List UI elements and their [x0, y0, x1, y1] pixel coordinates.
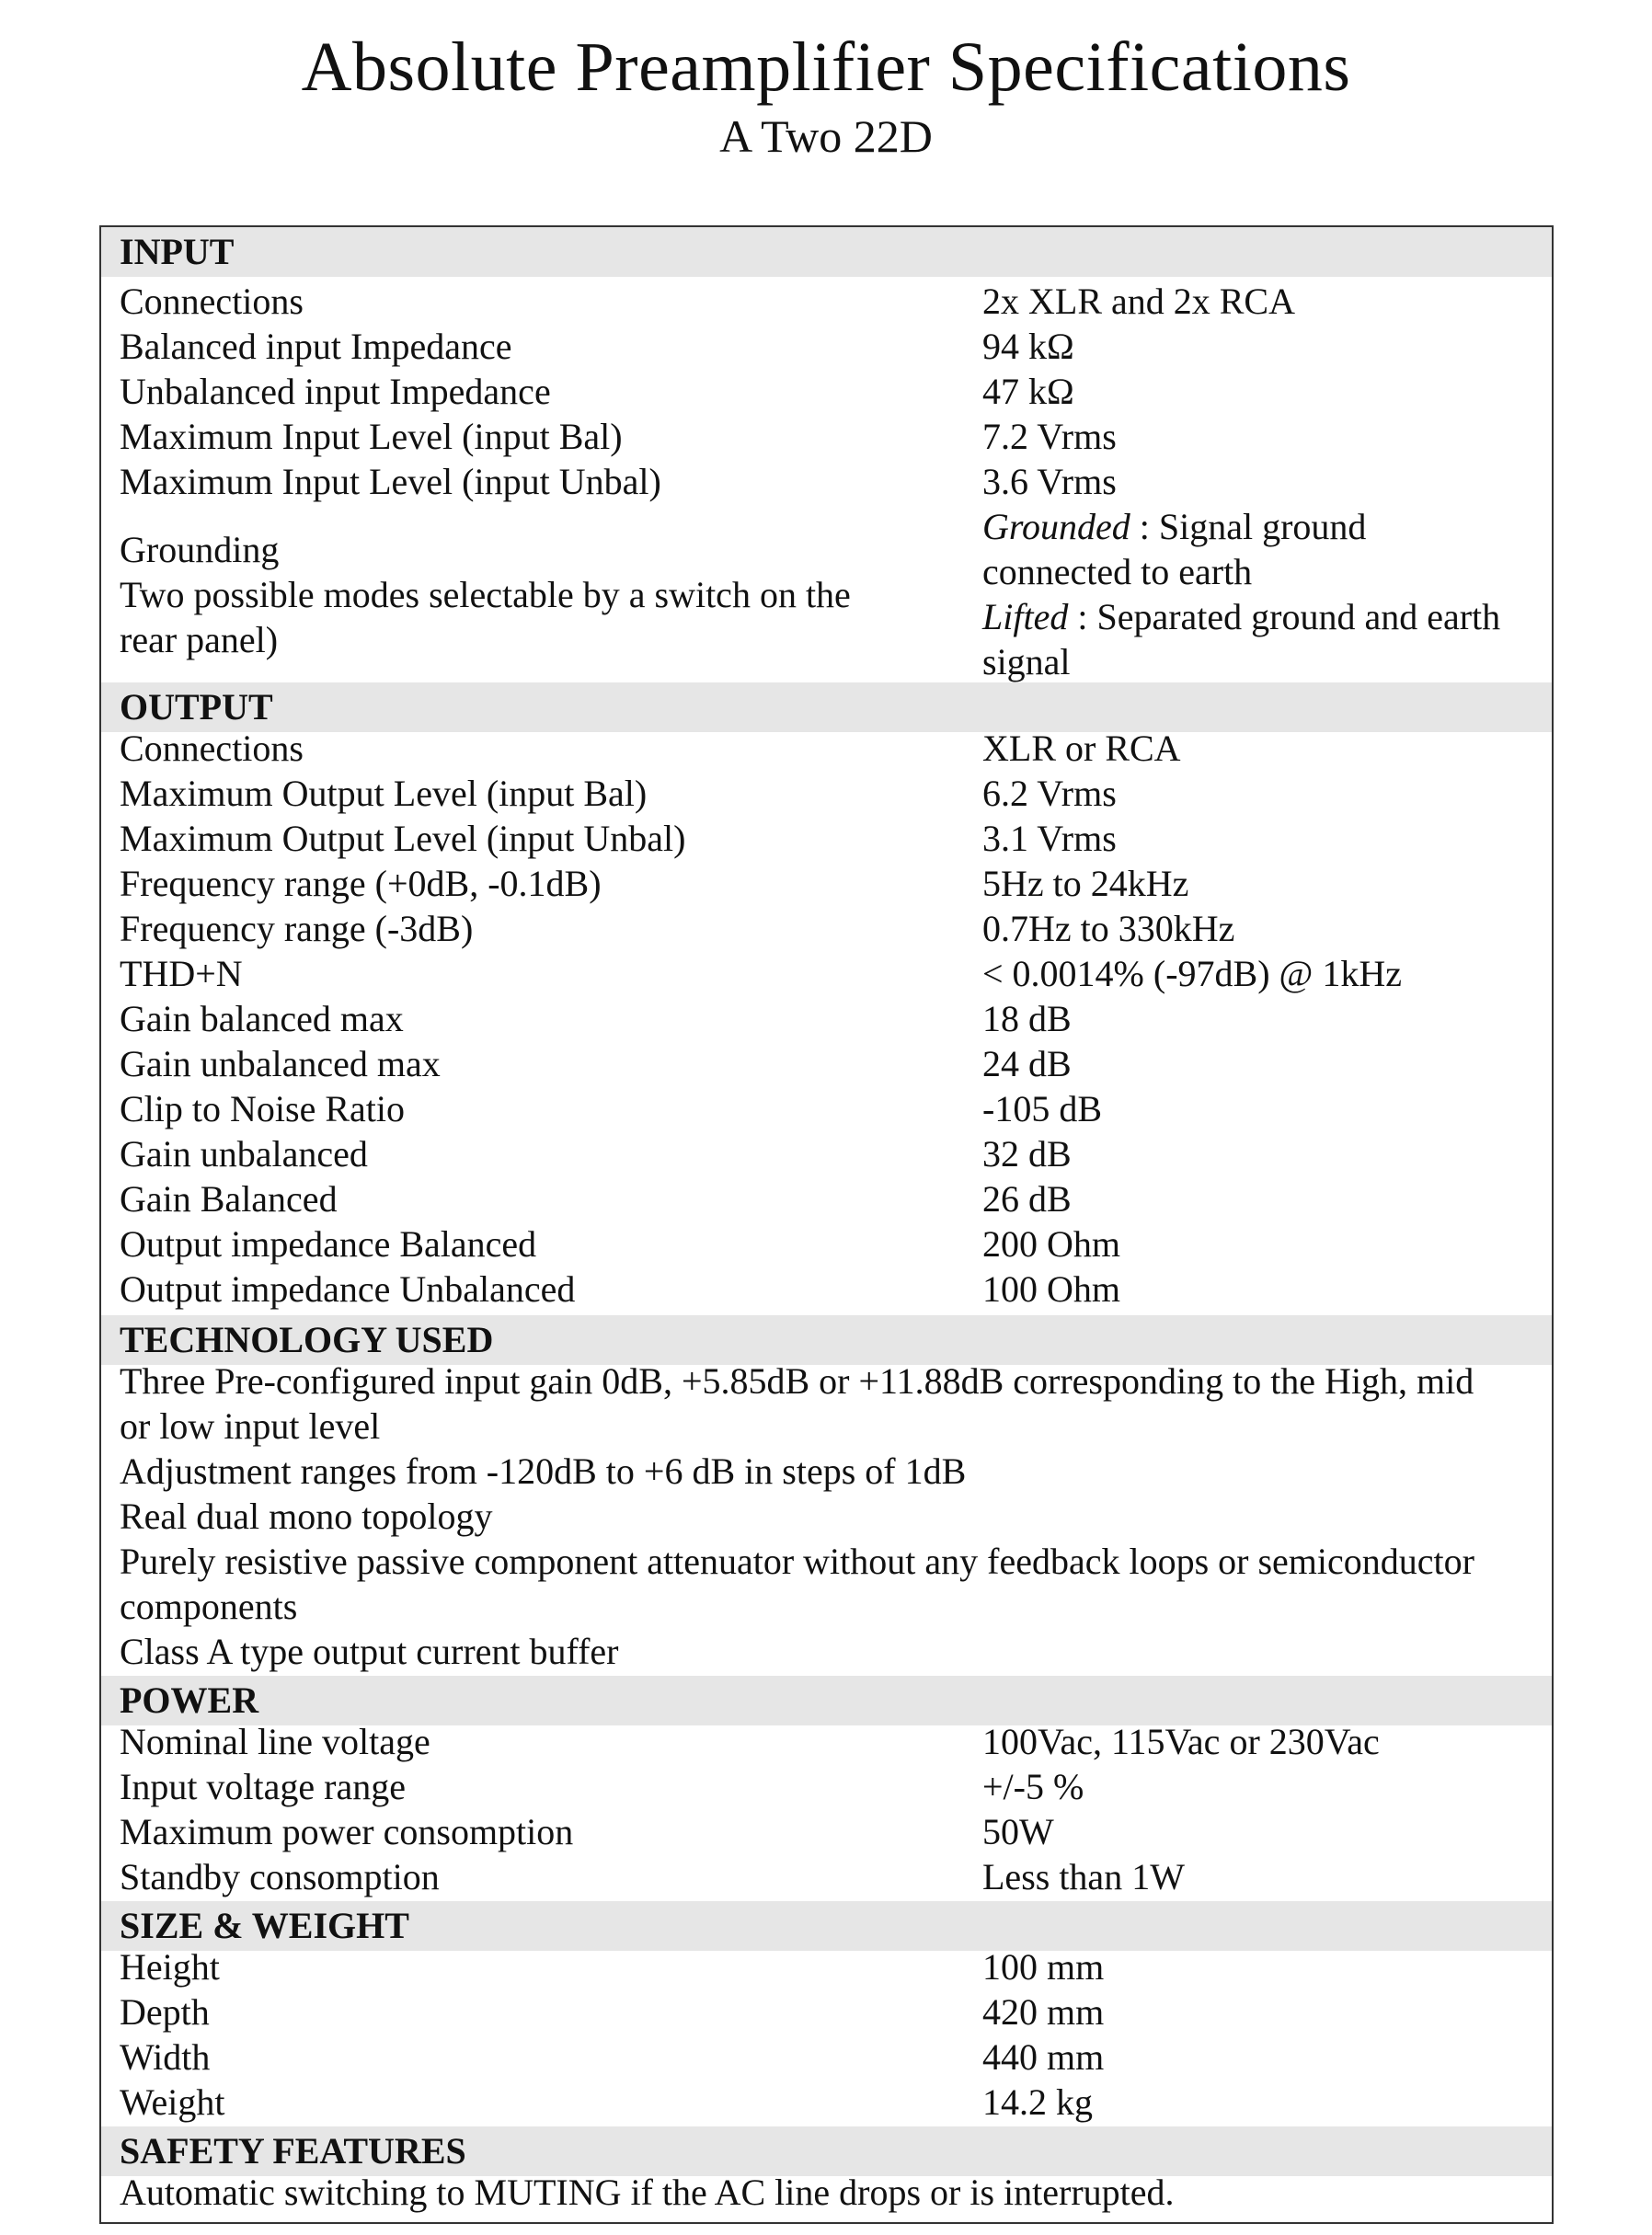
technology-line-2: or low input level	[120, 1405, 381, 1447]
input-label-max-level-unbal: Maximum Input Level (input Unbal)	[120, 461, 661, 502]
input-value-max-level-unbal: 3.6 Vrms	[982, 461, 1117, 502]
input-value-unbalanced-impedance: 47 kΩ	[982, 371, 1074, 412]
output-value-connections: XLR or RCA	[982, 728, 1181, 769]
power-value-max-consumption: 50W	[982, 1811, 1054, 1852]
output-label-max-level-unbal: Maximum Output Level (input Unbal)	[120, 818, 686, 859]
output-label-gain-balanced-max: Gain balanced max	[120, 998, 404, 1039]
output-label-max-level-bal: Maximum Output Level (input Bal)	[120, 773, 648, 814]
output-value-gain-balanced: 26 dB	[982, 1178, 1072, 1220]
output-label-thd-n: THD+N	[120, 953, 243, 994]
grounding-grounded-term: Grounded	[982, 506, 1130, 547]
power-label-nominal-voltage: Nominal line voltage	[120, 1721, 430, 1762]
grounding-label-line2: Two possible modes selectable by a switch on the	[120, 574, 851, 615]
power-value-standby: Less than 1W	[982, 1856, 1185, 1897]
size-value-width: 440 mm	[982, 2036, 1105, 2078]
grounding-grounded-desc2: connected to earth	[982, 551, 1253, 592]
document-subtitle: A Two 22D	[719, 110, 933, 162]
grounding-label-line1: Grounding	[120, 529, 280, 570]
output-value-impedance-unbalanced: 100 Ohm	[982, 1268, 1120, 1310]
grounding-grounded-desc: : Signal ground	[1130, 506, 1367, 547]
document-title: Absolute Preamplifier Specifications	[301, 29, 1351, 106]
spec-table	[99, 225, 1554, 2224]
output-value-max-level-bal: 6.2 Vrms	[982, 773, 1117, 814]
power-value-nominal-voltage: 100Vac, 115Vac or 230Vac	[982, 1721, 1380, 1762]
size-value-height: 100 mm	[982, 1946, 1105, 1988]
size-label-weight: Weight	[120, 2081, 225, 2123]
grounding-lifted-desc2: signal	[982, 641, 1071, 682]
output-value-freq-range-01: 5Hz to 24kHz	[982, 863, 1189, 904]
output-value-max-level-unbal: 3.1 Vrms	[982, 818, 1117, 859]
input-label-balanced-impedance: Balanced input Impedance	[120, 326, 512, 367]
output-label-clip-noise: Clip to Noise Ratio	[120, 1088, 405, 1129]
output-value-gain-unbalanced-max: 24 dB	[982, 1043, 1072, 1084]
output-label-impedance-balanced: Output impedance Balanced	[120, 1223, 537, 1265]
grounding-lifted-term: Lifted	[982, 596, 1069, 637]
output-label-gain-unbalanced: Gain unbalanced	[120, 1133, 368, 1175]
output-value-impedance-balanced: 200 Ohm	[982, 1223, 1120, 1265]
section-header-size-weight: SIZE & WEIGHT	[101, 1901, 1552, 1951]
power-label-max-consumption: Maximum power consomption	[120, 1811, 574, 1852]
power-value-voltage-range: +/-5 %	[982, 1766, 1084, 1807]
section-header-input: INPUT	[101, 227, 1552, 277]
output-label-gain-unbalanced-max: Gain unbalanced max	[120, 1043, 441, 1084]
safety-line: Automatic switching to MUTING if the AC line drops or is interrupted.	[120, 2172, 1175, 2213]
section-header-technology: TECHNOLOGY USED	[101, 1315, 1552, 1365]
technology-line-4: Real dual mono topology	[120, 1496, 493, 1537]
section-header-power: POWER	[101, 1676, 1552, 1725]
output-label-gain-balanced: Gain Balanced	[120, 1178, 338, 1220]
grounding-label-line3: rear panel)	[120, 619, 279, 660]
power-label-voltage-range: Input voltage range	[120, 1766, 406, 1807]
input-value-balanced-impedance: 94 kΩ	[982, 326, 1074, 367]
grounding-label	[120, 527, 851, 662]
output-label-connections: Connections	[120, 728, 304, 769]
power-label-standby: Standby consomption	[120, 1856, 440, 1897]
output-label-freq-range-01: Frequency range (+0dB, -0.1dB)	[120, 863, 602, 904]
size-label-height: Height	[120, 1946, 220, 1988]
input-value-connections: 2x XLR and 2x RCA	[982, 281, 1295, 322]
grounding-lifted-line	[982, 594, 1500, 639]
output-label-impedance-unbalanced: Output impedance Unbalanced	[120, 1268, 576, 1310]
technology-line-7: Class A type output current buffer	[120, 1631, 619, 1672]
size-value-weight: 14.2 kg	[982, 2081, 1093, 2123]
section-header-safety: SAFETY FEATURES	[101, 2126, 1552, 2176]
grounding-grounded-line	[982, 504, 1500, 549]
output-label-freq-range-3db: Frequency range (-3dB)	[120, 908, 474, 949]
output-value-clip-noise: -105 dB	[982, 1088, 1102, 1129]
technology-line-5: Purely resistive passive component attenuator without any feedback loops or semiconductor	[120, 1541, 1474, 1582]
input-label-connections: Connections	[120, 281, 304, 322]
size-label-depth: Depth	[120, 1991, 210, 2033]
grounding-value	[982, 504, 1500, 684]
output-value-gain-balanced-max: 18 dB	[982, 998, 1072, 1039]
technology-line-3: Adjustment ranges from -120dB to +6 dB in steps of 1dB	[120, 1450, 967, 1492]
input-label-max-level-bal: Maximum Input Level (input Bal)	[120, 416, 623, 457]
section-header-output: OUTPUT	[101, 682, 1552, 732]
input-label-unbalanced-impedance: Unbalanced input Impedance	[120, 371, 551, 412]
size-value-depth: 420 mm	[982, 1991, 1105, 2033]
technology-line-1: Three Pre-configured input gain 0dB, +5.85dB or +11.88dB corresponding to the High, mid	[120, 1360, 1474, 1402]
output-value-gain-unbalanced: 32 dB	[982, 1133, 1072, 1175]
technology-line-6: components	[120, 1586, 298, 1627]
output-value-freq-range-3db: 0.7Hz to 330kHz	[982, 908, 1235, 949]
input-value-max-level-bal: 7.2 Vrms	[982, 416, 1117, 457]
size-label-width: Width	[120, 2036, 211, 2078]
grounding-lifted-desc: : Separated ground and earth	[1068, 596, 1501, 637]
output-value-thd-n: < 0.0014% (-97dB) @ 1kHz	[982, 953, 1402, 994]
